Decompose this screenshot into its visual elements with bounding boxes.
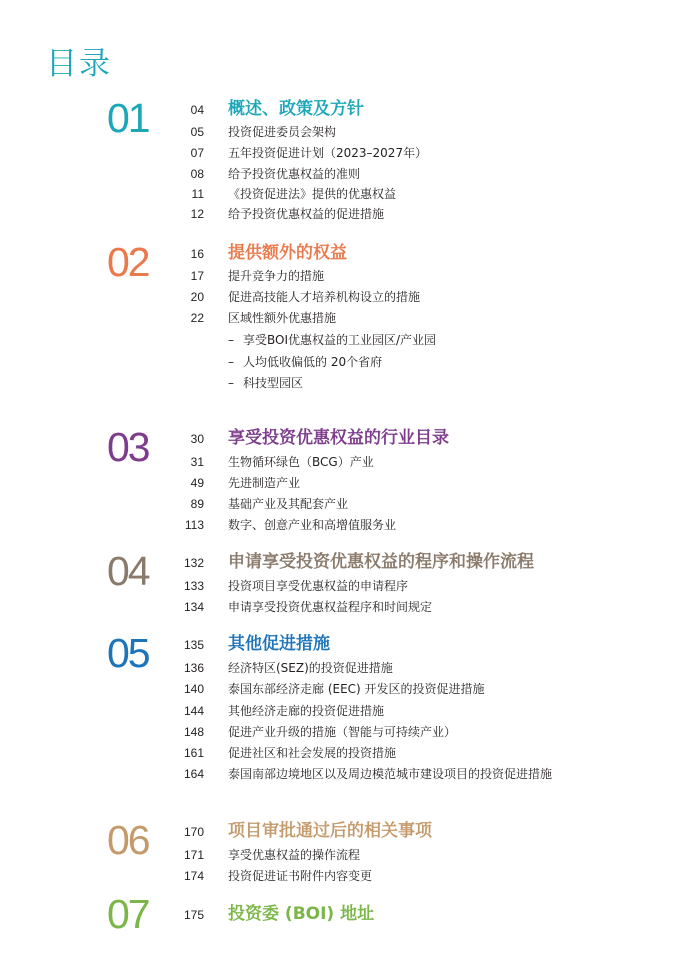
toc-item[interactable]: [0, 308, 699, 328]
item-text: 基础产业及其配套产业: [228, 497, 349, 511]
section-heading[interactable]: [0, 552, 699, 572]
toc-item[interactable]: [0, 122, 699, 142]
toc-item[interactable]: [0, 845, 699, 865]
page-number: 22: [190, 311, 204, 325]
section-title: 享受投资优惠权益的行业目录: [228, 428, 449, 448]
dash-bullet: –: [228, 333, 234, 347]
page-number: 175: [183, 908, 204, 922]
toc-item[interactable]: [0, 143, 699, 163]
toc-item[interactable]: [0, 701, 699, 721]
page-number: 11: [191, 187, 204, 201]
page-number: 136: [183, 661, 204, 675]
page-number: 89: [190, 497, 204, 511]
section-title: 申请享受投资优惠权益的程序和操作流程: [228, 552, 534, 572]
toc-subitem[interactable]: [0, 352, 699, 372]
item-text: 享受优惠权益的操作流程: [228, 848, 361, 862]
page-number: 174: [183, 869, 204, 883]
section-number: 02: [107, 239, 149, 285]
toc-item[interactable]: [0, 287, 699, 307]
toc-item[interactable]: [0, 164, 699, 184]
section-title: 投资委 (BOI) 地址: [228, 904, 375, 924]
page-number: 17: [190, 269, 204, 283]
page-number: 04: [190, 103, 204, 117]
item-text: 促进高技能人才培养机构设立的措施: [228, 290, 421, 304]
toc-item[interactable]: [0, 597, 699, 617]
section-heading[interactable]: [0, 821, 699, 841]
item-text: 投资促进委员会架构: [228, 125, 337, 139]
toc-item[interactable]: [0, 204, 699, 224]
item-text: 区域性额外优惠措施: [228, 311, 337, 325]
toc-subitem[interactable]: [0, 373, 699, 393]
item-text: 科技型园区: [243, 376, 304, 390]
section-number: 04: [107, 548, 149, 594]
toc-item[interactable]: [0, 473, 699, 493]
page-number: 144: [183, 704, 204, 718]
page-number: 20: [190, 290, 204, 304]
item-text: 给予投资优惠权益的准则: [228, 167, 361, 181]
page-number: 30: [190, 432, 204, 446]
page-number: 49: [190, 476, 204, 490]
toc-subitem[interactable]: [0, 330, 699, 350]
dash-bullet: –: [228, 355, 234, 369]
toc-item[interactable]: [0, 764, 699, 784]
page-number: 07: [190, 146, 204, 160]
page-number: 05: [190, 125, 204, 139]
page-number: 170: [183, 825, 204, 839]
page-number: 132: [183, 556, 204, 570]
item-text: 泰国东部经济走廊 (EEC) 开发区的投资促进措施: [228, 682, 485, 696]
section-heading[interactable]: [0, 243, 699, 263]
item-text: 投资项目享受优惠权益的申请程序: [228, 579, 409, 593]
item-text: 经济特区(SEZ)的投资促进措施: [228, 661, 393, 675]
toc-item[interactable]: [0, 515, 699, 535]
section-title: 提供额外的权益: [228, 243, 347, 263]
item-text: 生物循环绿色（BCG）产业: [228, 455, 374, 469]
item-text: 其他经济走廊的投资促进措施: [228, 704, 385, 718]
page-number: 161: [183, 746, 204, 760]
page-number: 16: [190, 247, 204, 261]
item-text: 五年投资促进计划（2023–2027年）: [228, 146, 428, 160]
section-heading[interactable]: [0, 634, 699, 654]
toc-item[interactable]: [0, 658, 699, 678]
item-text: 人均低收偏低的 20个省府: [243, 355, 383, 369]
item-text: 申请享受投资优惠权益程序和时间规定: [228, 600, 433, 614]
toc-item[interactable]: [0, 743, 699, 763]
toc-item[interactable]: [0, 266, 699, 286]
dash-bullet: –: [228, 376, 234, 390]
section-number: 07: [107, 891, 149, 937]
section-number: 05: [107, 630, 149, 676]
toc-item[interactable]: [0, 494, 699, 514]
section-title: 概述、政策及方针: [228, 99, 364, 119]
item-text: 先进制造产业: [228, 476, 301, 490]
item-text: 提升竞争力的措施: [228, 269, 325, 283]
section-title: 其他促进措施: [228, 634, 330, 654]
page-title: 目录: [46, 46, 112, 82]
item-text: 《投资促进法》提供的优惠权益: [228, 187, 397, 201]
page-number: 134: [183, 600, 204, 614]
toc-item[interactable]: [0, 452, 699, 472]
page-number: 31: [190, 455, 204, 469]
toc-item[interactable]: [0, 576, 699, 596]
page-number: 140: [183, 682, 204, 696]
section-number: 03: [107, 424, 149, 470]
page-number: 164: [183, 767, 204, 781]
page-number: 171: [183, 848, 204, 862]
item-text: 泰国南部边境地区以及周边模范城市建设项目的投资促进措施: [228, 767, 553, 781]
toc-item[interactable]: [0, 679, 699, 699]
toc-item[interactable]: [0, 184, 699, 204]
item-text: 促进产业升级的措施（智能与可持续产业）: [228, 725, 457, 739]
page-number: 12: [190, 207, 204, 221]
page-number: 135: [183, 638, 204, 652]
section-heading[interactable]: [0, 428, 699, 448]
toc-item[interactable]: [0, 866, 699, 886]
item-text: 给予投资优惠权益的促进措施: [228, 207, 385, 221]
section-number: 06: [107, 817, 149, 863]
page-number: 08: [190, 167, 204, 181]
toc-item[interactable]: [0, 722, 699, 742]
item-text: 享受BOI优惠权益的工业园区/产业园: [243, 333, 437, 347]
section-title: 项目审批通过后的相关事项: [228, 821, 432, 841]
item-text: 促进社区和社会发展的投资措施: [228, 746, 397, 760]
item-text: 数字、创意产业和高增值服务业: [228, 518, 397, 532]
section-number: 01: [107, 95, 149, 141]
page-number: 148: [183, 725, 204, 739]
page-number: 113: [184, 518, 204, 532]
section-heading[interactable]: [0, 904, 699, 924]
section-heading[interactable]: [0, 99, 699, 119]
page-number: 133: [183, 579, 204, 593]
item-text: 投资促进证书附件内容变更: [228, 869, 373, 883]
